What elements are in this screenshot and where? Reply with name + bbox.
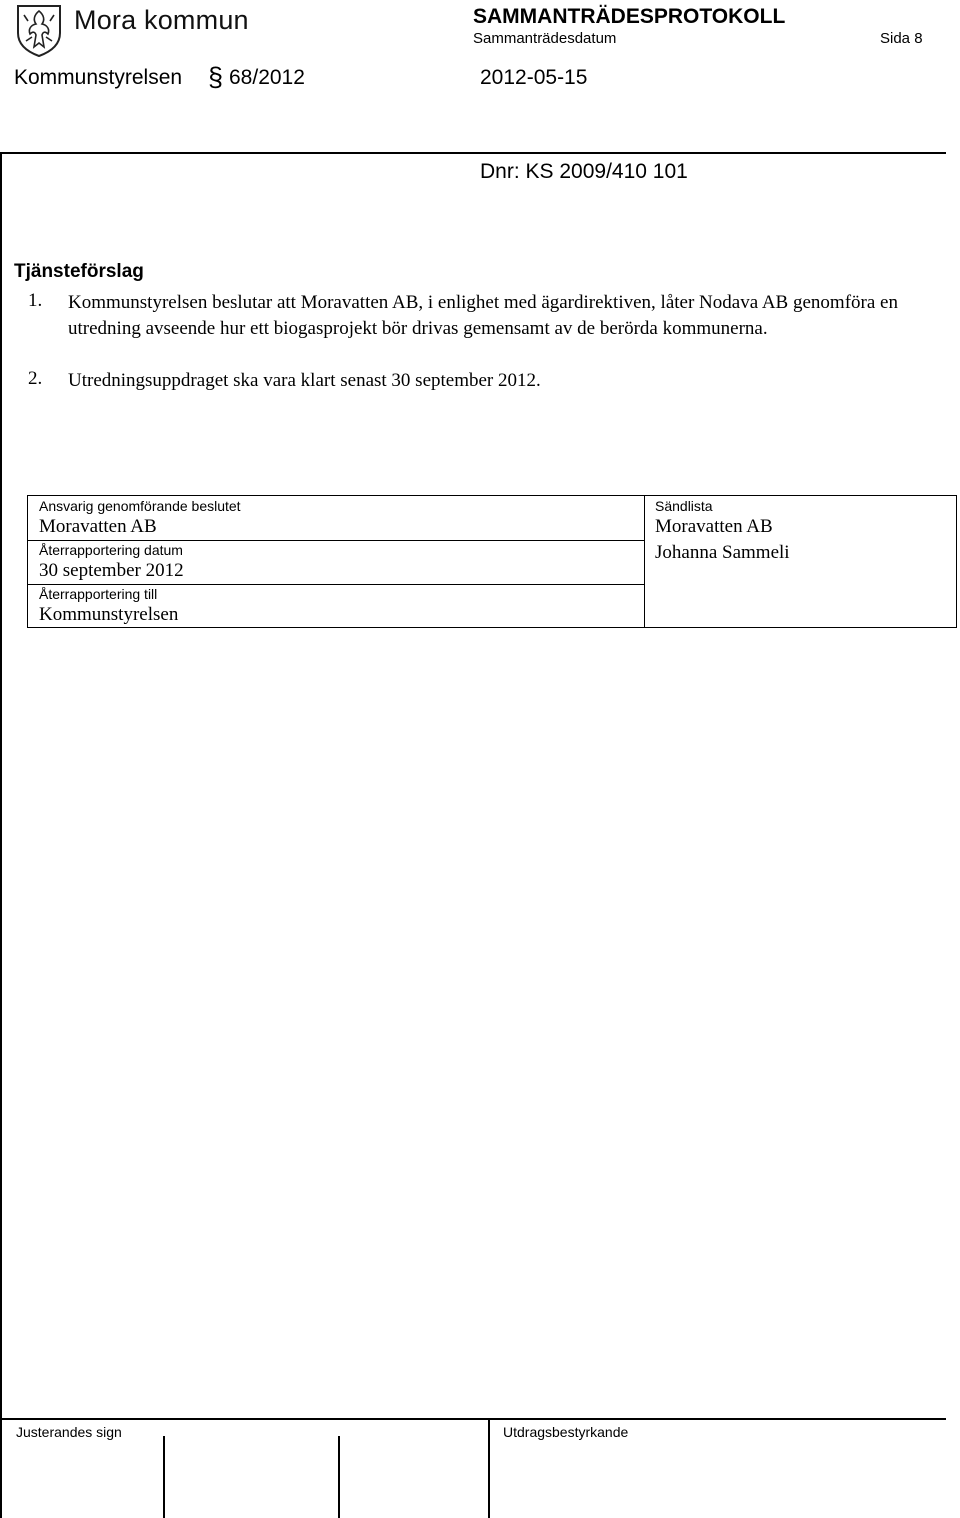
section-heading: Tjänsteförslag — [14, 261, 144, 282]
organization-name: Mora kommun — [74, 5, 249, 35]
governing-body-name: Kommunstyrelsen — [14, 66, 183, 89]
meeting-date-label: Sammanträdesdatum — [473, 30, 617, 47]
signature-box-divider — [488, 1418, 490, 1518]
column-divider — [644, 496, 645, 627]
decision-info-table — [27, 495, 957, 628]
frame-left-rule — [0, 152, 2, 1518]
signature-label: Justerandes sign — [16, 1424, 122, 1440]
report-date-value: 30 september 2012 — [39, 560, 184, 581]
item-number-2: 2. — [28, 368, 43, 389]
signature-box-divider — [338, 1436, 340, 1518]
case-number: Dnr: KS 2009/410 101 — [480, 160, 688, 183]
signature-box-divider — [163, 1436, 165, 1518]
item-text-1: Kommunstyrelsen beslutar att Moravatten AB, i enlighet med ägardirektiven, låter Nodava AB genomföra en utredning avseende hur ett biogasprojekt bör drivas gemensamt av de berörda kommunerna. — [68, 292, 898, 339]
paragraph-number: 68/2012 — [229, 66, 305, 89]
municipality-coat-of-arms-logo — [14, 3, 64, 57]
responsible-value: Moravatten AB — [39, 516, 157, 537]
item-number-1: 1. — [28, 290, 43, 311]
responsible-label: Ansvarig genomförande beslutet — [39, 498, 241, 514]
meeting-date: 2012-05-15 — [480, 66, 588, 89]
distribution-label: Sändlista — [655, 498, 713, 514]
distribution-item: Moravatten AB — [655, 516, 773, 537]
distribution-item: Johanna Sammeli — [655, 542, 790, 563]
frame-top-rule — [0, 152, 946, 154]
footer-rule — [0, 1418, 946, 1420]
document-title: SAMMANTRÄDESPROTOKOLL — [473, 5, 786, 28]
report-to-label: Återrapportering till — [39, 586, 158, 602]
row-divider — [28, 584, 644, 585]
page-number: Sida 8 — [880, 30, 923, 47]
certification-label: Utdragsbestyrkande — [503, 1424, 629, 1440]
item-text-2: Utredningsuppdraget ska vara klart senast 30 september 2012. — [68, 370, 541, 391]
report-date-label: Återrapportering datum — [39, 542, 183, 558]
paragraph-symbol: § — [208, 62, 224, 92]
row-divider — [28, 540, 644, 541]
report-to-value: Kommunstyrelsen — [39, 604, 179, 625]
